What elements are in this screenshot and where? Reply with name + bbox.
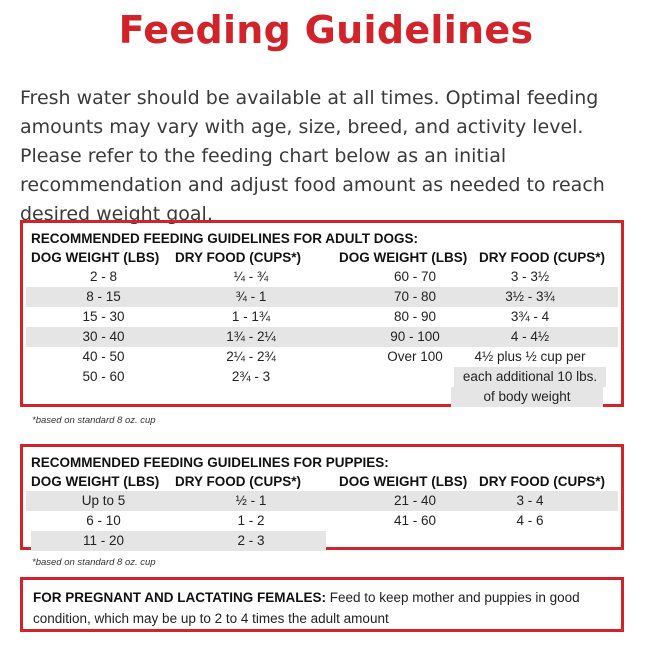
pregnant-note-text: [33, 587, 613, 629]
puppy-feeding-table: [20, 444, 624, 550]
puppy-cell-f1: ½ - 1: [176, 491, 326, 511]
adult-table-row: [26, 287, 618, 307]
adult-cell-w1: 2 - 8: [89, 269, 117, 284]
adult-table-heading: RECOMMENDED FEEDING GUIDELINES FOR ADULT DOGS:: [31, 231, 419, 246]
adult-col-food-right: DRY FOOD (CUPS*): [479, 250, 606, 265]
adult-cell-w1: 15 - 30: [82, 309, 125, 324]
adult-cell-f1: 1¾ - 2¼: [176, 327, 326, 347]
pregnant-note-label: FOR PREGNANT AND LACTATING FEMALES:: [33, 590, 326, 605]
puppy-col-food-left: DRY FOOD (CUPS*): [175, 474, 302, 489]
pregnant-note-body: Feed to keep mother and puppies in good condition, which may be up to 2 to 4 times the adult amount: [33, 590, 580, 626]
puppy-col-weight-right: DOG WEIGHT (LBS): [339, 474, 468, 489]
puppy-cell-f2: 4 - 6: [516, 513, 544, 528]
adult-cell-f1: 2¾ - 3: [231, 369, 271, 384]
intro-paragraph: Fresh water should be available at all times. Optimal feeding amounts may vary with age, size, breed, and activity level. Please refer to the feeding chart below as an initial recommendation and adjust food amount as needed to reach desired weight goal.: [20, 87, 605, 225]
adult-cell-w1: 40 - 50: [82, 349, 125, 364]
adult-cell-f2: 3½ - 3¾: [454, 287, 606, 307]
puppy-col-weight-left: DOG WEIGHT (LBS): [31, 474, 160, 489]
adult-cell-f2: 3 - 3½: [510, 269, 550, 284]
puppy-cell-f2: [454, 531, 606, 551]
adult-cell-w1: 8 - 15: [31, 287, 176, 307]
puppy-cell-w2: 21 - 40: [341, 491, 489, 511]
page-title: Feeding Guidelines: [118, 8, 534, 52]
puppy-footnote: *based on standard 8 oz. cup: [32, 557, 156, 568]
adult-cell-f1: ¾ - 1: [176, 287, 326, 307]
adult-cell-f2: 3¾ - 4: [510, 309, 550, 324]
adult-cell-f1: 2¼ - 2¾: [226, 349, 276, 364]
adult-cell-f2: 4½ plus ½ cup per: [474, 349, 586, 364]
adult-footnote: *based on standard 8 oz. cup: [32, 415, 156, 426]
puppy-col-food-right: DRY FOOD (CUPS*): [479, 474, 606, 489]
adult-cell-f2: 4 - 4½: [454, 327, 606, 347]
puppy-table-row: [26, 511, 618, 531]
puppy-cell-f1: 1 - 2: [237, 513, 265, 528]
puppy-cell-w1: 6 - 10: [86, 513, 121, 528]
adult-cell-w2: 80 - 90: [393, 309, 437, 324]
adult-cell-w1: 50 - 60: [82, 369, 125, 384]
adult-table-row: [26, 347, 618, 367]
adult-cell-w2: 60 - 70: [393, 269, 437, 284]
adult-table-row: [26, 267, 618, 287]
puppy-cell-w1: 11 - 20: [31, 531, 176, 551]
puppy-table-heading: RECOMMENDED FEEDING GUIDELINES FOR PUPPIES:: [31, 455, 389, 470]
adult-col-weight-left: DOG WEIGHT (LBS): [31, 250, 160, 265]
adult-cell-w2: 90 - 100: [341, 327, 489, 347]
puppy-cell-f2: 3 - 4: [454, 491, 606, 511]
adult-extra-line: of body weight: [451, 387, 603, 407]
puppy-table-row: [26, 531, 618, 551]
adult-table-row: [26, 327, 618, 347]
puppy-cell-w2: 41 - 60: [393, 513, 437, 528]
adult-cell-f2: each additional 10 lbs.: [454, 367, 606, 387]
adult-feeding-table: [20, 220, 624, 407]
adult-col-weight-right: DOG WEIGHT (LBS): [339, 250, 468, 265]
adult-cell-f1: ¼ - ¾: [233, 269, 269, 284]
puppy-cell-f1: 2 - 3: [176, 531, 326, 551]
puppy-table-row: [26, 491, 618, 511]
adult-table-row: [26, 307, 618, 327]
adult-cell-f1: 1 - 1¾: [231, 309, 271, 324]
adult-table-row: [26, 367, 618, 387]
adult-cell-w2: 70 - 80: [341, 287, 489, 307]
adult-cell-w2: Over 100: [387, 349, 443, 364]
adult-cell-w1: 30 - 40: [31, 327, 176, 347]
adult-col-food-left: DRY FOOD (CUPS*): [175, 250, 302, 265]
puppy-cell-w1: Up to 5: [31, 491, 176, 511]
pregnant-lactating-note: [20, 577, 624, 632]
